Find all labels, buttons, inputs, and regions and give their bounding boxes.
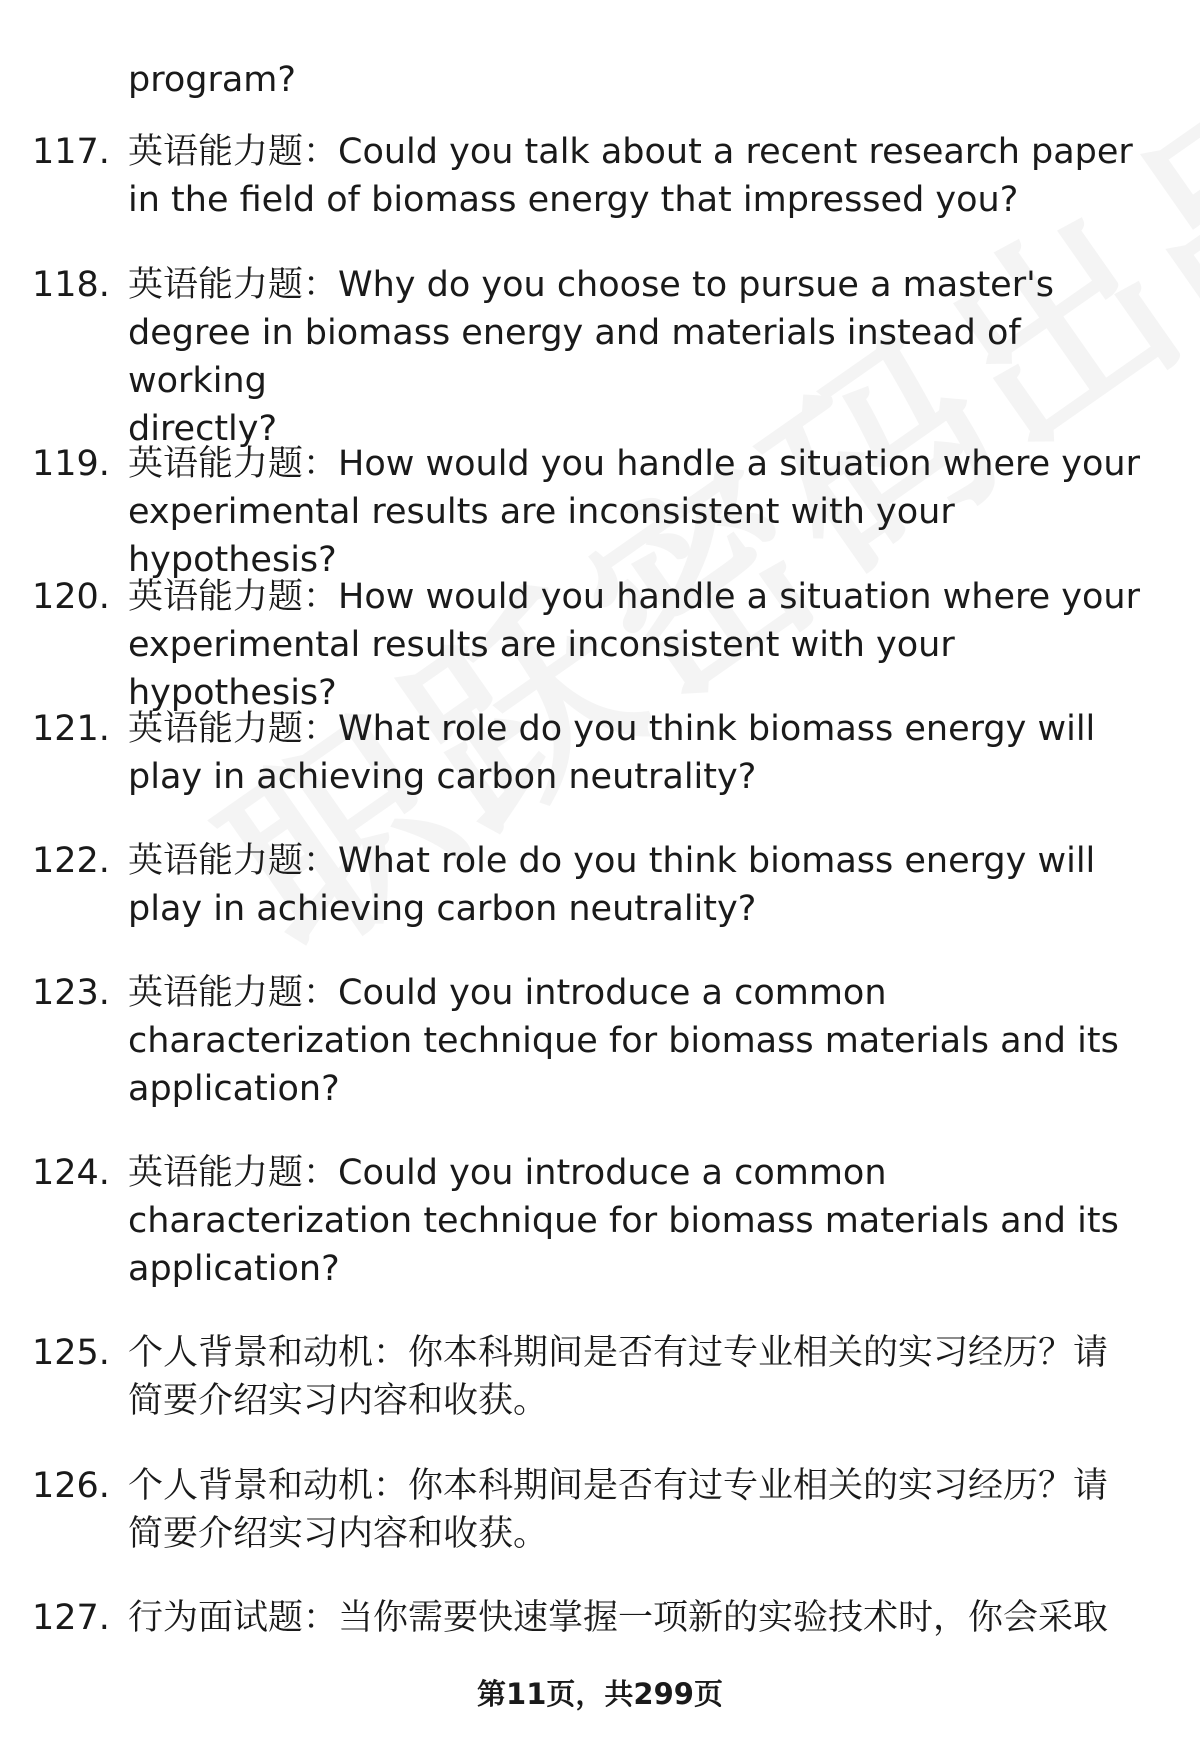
question-number: 122.: [32, 841, 110, 881]
question-number: 121.: [32, 709, 110, 749]
question-text: 个人背景和动机：你本科期间是否有过专业相关的实习经历？请 简要介绍实习内容和收获。: [128, 1333, 1109, 1421]
question-number: 118.: [32, 265, 110, 305]
question-number: 125.: [32, 1333, 110, 1373]
question-text: 英语能力题：How would you handle a situation where your experimental results are inconsistent with your hypothesis?: [128, 444, 1140, 580]
question-number: 120.: [32, 577, 110, 617]
question-text: 个人背景和动机：你本科期间是否有过专业相关的实习经历？请 简要介绍实习内容和收获。: [128, 1466, 1109, 1554]
question-text: 英语能力题：Could you introduce a common characterization technique for biomass materials and its application?: [128, 1153, 1119, 1289]
question-text: 英语能力题：Why do you choose to pursue a master's degree in biomass energy and materials instead of working directly?: [128, 265, 1054, 449]
question-text: 英语能力题：What role do you think biomass energy will play in achieving carbon neutrality?: [128, 841, 1096, 929]
question-number: 119.: [32, 444, 110, 484]
question-text: 英语能力题：Could you introduce a common characterization technique for biomass materials and its application?: [128, 973, 1119, 1109]
question-text: 行为面试题：当你需要快速掌握一项新的实验技术时，你会采取: [128, 1598, 1109, 1638]
continuation-text: program?: [128, 60, 296, 100]
page-indicator: 第11页，共299页: [477, 1677, 723, 1711]
question-text: 英语能力题：Could you talk about a recent research paper in the field of biomass energy that impressed you?: [128, 132, 1133, 220]
question-text: 英语能力题：How would you handle a situation where your experimental results are inconsistent with your hypothesis?: [128, 577, 1140, 713]
question-number: 126.: [32, 1466, 110, 1506]
question-number: 127.: [32, 1598, 110, 1638]
question-text: 英语能力题：What role do you think biomass energy will play in achieving carbon neutrality?: [128, 709, 1096, 797]
question-number: 123.: [32, 973, 110, 1013]
question-number: 117.: [32, 132, 110, 172]
question-number: 124.: [32, 1153, 110, 1193]
